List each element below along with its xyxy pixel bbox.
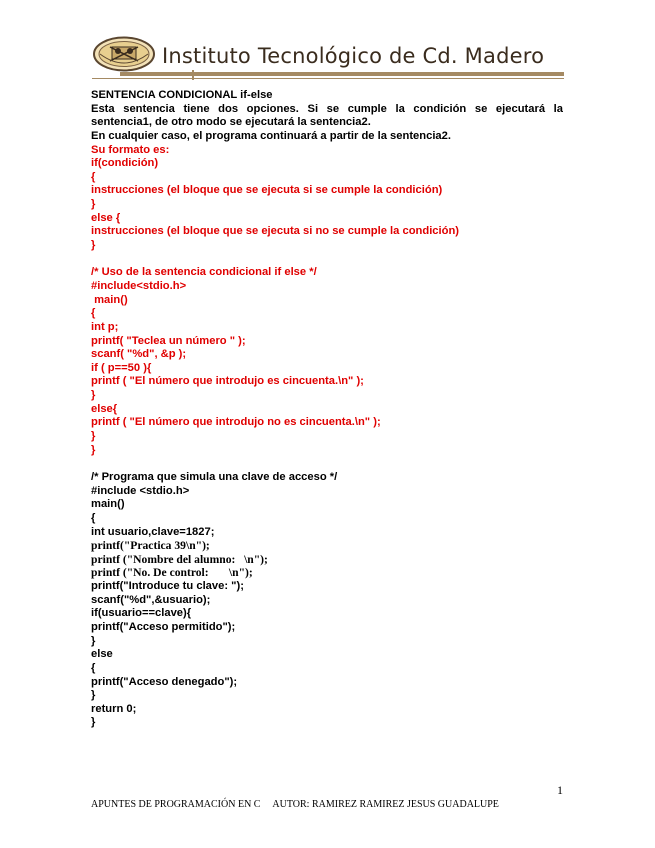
code-line: } [91, 716, 96, 729]
institute-seal-logo [92, 36, 156, 72]
format-line: if(condición) [91, 157, 159, 170]
code-line: printf( "Teclea un número " ); [91, 334, 246, 347]
code-line: scanf("%d",&usuario); [91, 593, 211, 606]
header-rule-thin [92, 78, 564, 79]
format-line: instrucciones (el bloque que se ejecuta si se cumple la condición) [91, 184, 443, 197]
institution-title: Instituto Tecnológico de Cd. Madero [162, 44, 545, 68]
blank-line [91, 457, 563, 471]
page-number: 1 [557, 783, 563, 797]
code-line: { [91, 511, 96, 524]
code-line: scanf( "%d", &p ); [91, 348, 187, 361]
code-line: } [91, 443, 96, 456]
section-title: SENTENCIA CONDICIONAL if-else [91, 89, 273, 101]
code-line: printf("Practica 39\n"); [91, 539, 210, 553]
code-line: int usuario,clave=1827; [91, 525, 215, 538]
blank-line [91, 253, 563, 267]
code-line: else [91, 648, 113, 661]
page-footer [91, 799, 499, 810]
code-line: printf("Introduce tu clave: "); [91, 580, 244, 593]
format-line: } [91, 239, 96, 252]
code-line: return 0; [91, 702, 137, 715]
format-line: } [91, 198, 96, 211]
code-line: if ( p==50 ){ [91, 361, 152, 374]
code-line: printf("Acceso permitido"); [91, 620, 236, 633]
code-line: printf ("Nombre del alumno: \n"); [91, 552, 268, 566]
format-line: Su formato es: [91, 143, 170, 156]
code-line: printf ( "El número que introdujo no es cincuenta.\n" ); [91, 416, 381, 429]
code-line: /* Programa que simula una clave de acceso */ [91, 470, 338, 483]
code-line: } [91, 430, 96, 443]
code-line: /* Uso de la sentencia condicional if else */ [91, 266, 317, 279]
format-line: { [91, 170, 96, 183]
code-line: printf ("No. De control: \n"); [91, 566, 253, 580]
code-line: { [91, 307, 96, 320]
format-line: else { [91, 211, 121, 224]
code-line: else{ [91, 402, 118, 415]
code-line: } [91, 689, 96, 702]
code-line: printf ( "El número que introdujo es cincuenta.\n" ); [91, 375, 364, 388]
code-line: } [91, 389, 96, 402]
footer-course: APUNTES DE PROGRAMACIÓN EN C [91, 799, 261, 810]
page-header [92, 36, 564, 80]
code-line: printf("Acceso denegado"); [91, 675, 238, 688]
footer-author: AUTOR: RAMIREZ RAMIREZ JESUS GUADALUPE [272, 799, 499, 810]
intro-line: En cualquier caso, el programa continuará a partir de la sentencia2. [91, 129, 451, 142]
code-line: { [91, 661, 96, 674]
document-body [91, 89, 563, 730]
intro-line: Esta sentencia tiene dos opciones. Si se cumple la condición se ejecutará la [91, 102, 563, 115]
code-line: int p; [91, 320, 119, 333]
intro-line: sentencia1, de otro modo se ejecutará la sentencia2. [91, 116, 371, 129]
code-line: if(usuario==clave){ [91, 607, 192, 620]
code-line: main() [91, 498, 125, 511]
code-line: #include<stdio.h> [91, 279, 187, 292]
code-line: } [91, 634, 96, 647]
code-line: #include <stdio.h> [91, 484, 190, 497]
header-rule-thick [120, 72, 564, 76]
code-line: main() [91, 293, 128, 306]
format-line: instrucciones (el bloque que se ejecuta si no se cumple la condición) [91, 225, 460, 238]
